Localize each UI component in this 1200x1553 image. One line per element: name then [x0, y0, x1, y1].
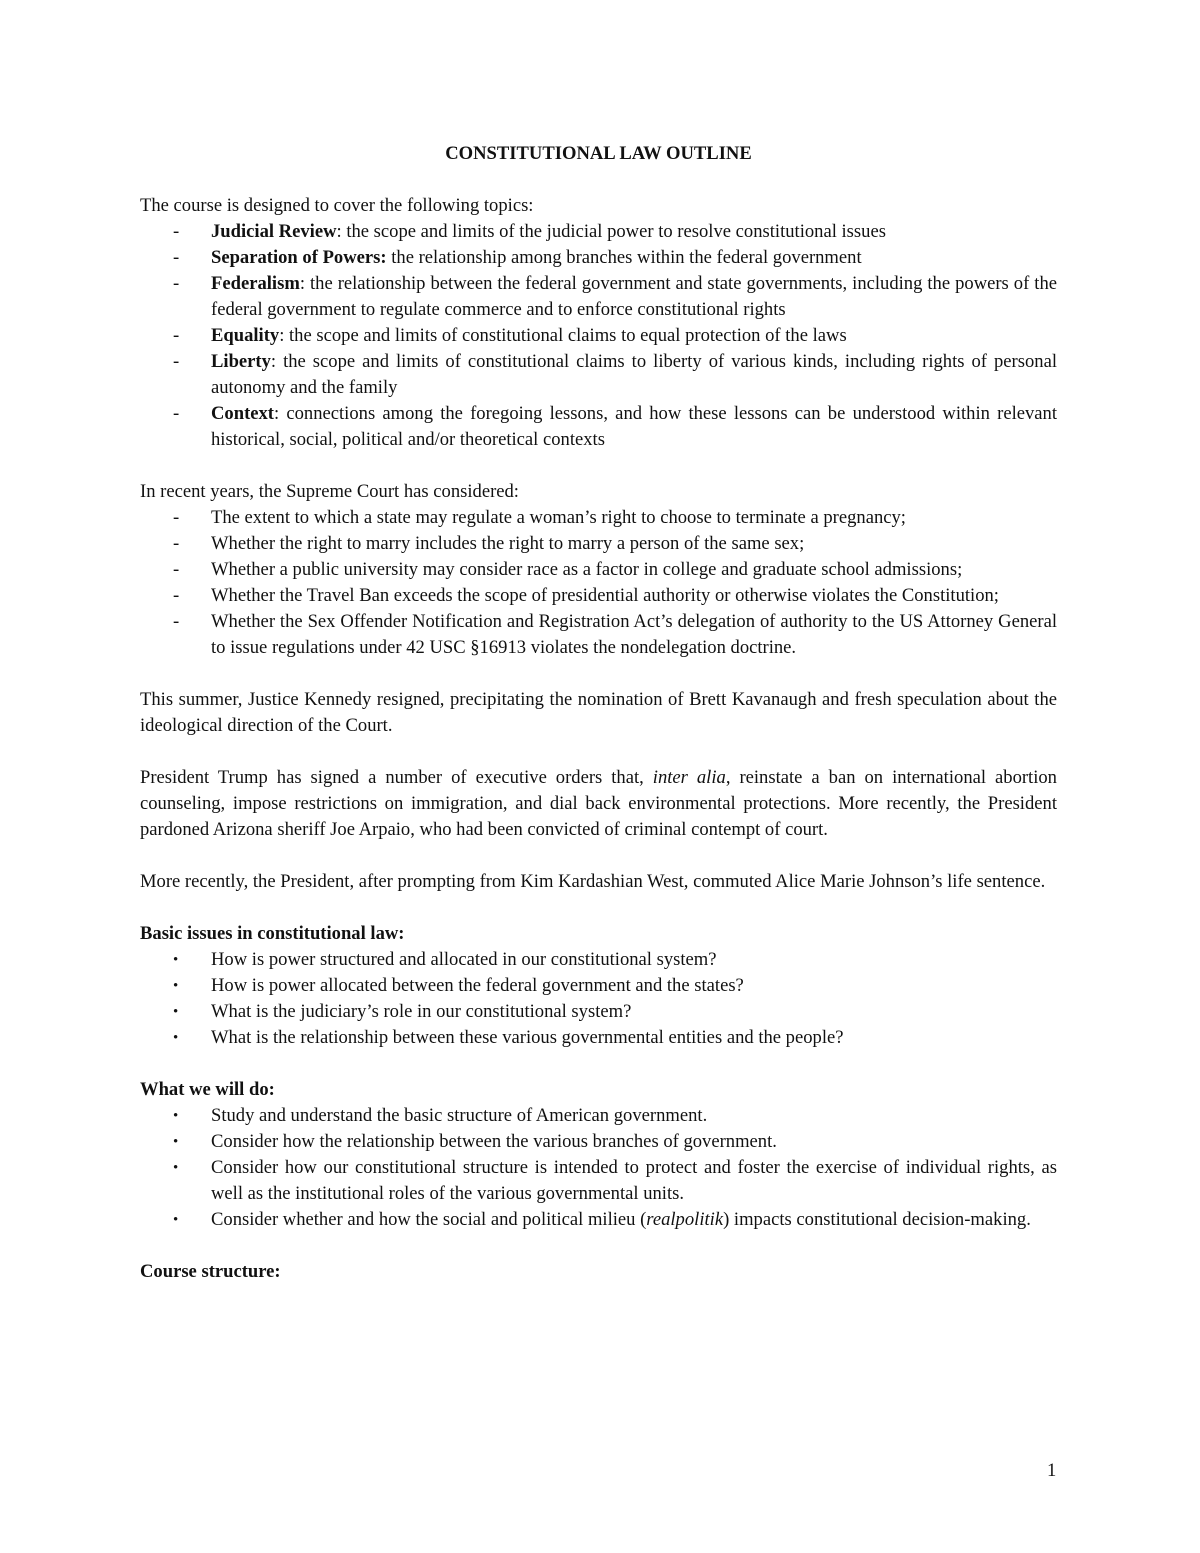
topic-description: : the scope and limits of constitutional claims to liberty of various kinds, including rights of personal autonomy and the family — [211, 351, 1057, 398]
dash-marker: - — [173, 273, 180, 294]
basic-issue-item — [140, 947, 1057, 973]
johnson-paragraph: More recently, the President, after prompting from Kim Kardashian West, commuted Alice Marie Johnson’s life sentence. — [140, 871, 1046, 892]
course-structure-heading: Course structure: — [140, 1261, 281, 1282]
recent-case-text: Whether the Sex Offender Notification and Registration Act’s delegation of authority to the US Attorney General to issue regulations under 42 USC §16913 violates the nondelegation doctrine. — [211, 611, 1057, 658]
topic-item — [140, 219, 1057, 245]
recent-case-text: Whether the right to marry includes the right to marry a person of the same sex; — [211, 533, 805, 554]
topic-term: Separation of Powers: — [211, 247, 387, 268]
basic-issue-text: What is the relationship between these various governmental entities and the people? — [211, 1027, 844, 1048]
do-item-text: Consider whether and how the social and political milieu ( — [211, 1209, 647, 1230]
basic-issue-item — [140, 973, 1057, 999]
do-item-text: Study and understand the basic structure of American government. — [211, 1105, 708, 1126]
recent-case-item — [140, 609, 1057, 661]
what-we-will-do-heading: What we will do: — [140, 1079, 275, 1100]
basic-issue-text: What is the judiciary’s role in our constitutional system? — [211, 1001, 632, 1022]
topic-term: Liberty — [211, 351, 271, 372]
dash-marker: - — [173, 221, 180, 242]
topic-description: : connections among the foregoing lessons, and how these lessons can be understood within relevant historical, social, political and/or theoretical contexts — [211, 403, 1057, 450]
dash-marker: - — [173, 403, 180, 424]
recent-case-text: Whether the Travel Ban exceeds the scope of presidential authority or otherwise violates the Constitution; — [211, 585, 999, 606]
bullet-marker: • — [173, 1030, 179, 1046]
do-item — [140, 1155, 1057, 1207]
bullet-marker: • — [173, 1134, 179, 1150]
dash-marker: - — [173, 247, 180, 268]
recent-case-item — [140, 531, 1057, 557]
bullet-marker: • — [173, 952, 179, 968]
realpolitik-italic: realpolitik — [646, 1209, 724, 1230]
page-content — [140, 141, 1057, 1285]
what-we-will-do-list — [140, 1103, 1057, 1233]
basic-issue-text: How is power structured and allocated in our constitutional system? — [211, 949, 717, 970]
recent-case-text: The extent to which a state may regulate a woman’s right to choose to terminate a pregnancy; — [211, 507, 906, 528]
do-item — [140, 1129, 1057, 1155]
topic-term: Context — [211, 403, 274, 424]
topic-description: : the scope and limits of constitutional claims to equal protection of the laws — [279, 325, 847, 346]
recent-case-item — [140, 557, 1057, 583]
page-number: 1 — [1047, 1460, 1057, 1481]
dash-marker: - — [173, 507, 180, 528]
basic-issue-item — [140, 999, 1057, 1025]
recent-case-text: Whether a public university may consider race as a factor in college and graduate school admissions; — [211, 559, 963, 580]
recent-case-item — [140, 505, 1057, 531]
topic-description: : the scope and limits of the judicial power to resolve constitutional issues — [336, 221, 886, 242]
dash-marker: - — [173, 351, 180, 372]
trump-text-start: President Trump has signed a number of executive orders that, — [140, 767, 653, 788]
dash-marker: - — [173, 585, 180, 606]
topic-term: Equality — [211, 325, 280, 346]
inter-alia-italic: inter alia — [652, 767, 726, 788]
recent-case-item — [140, 583, 1057, 609]
topic-item — [140, 349, 1057, 401]
dash-marker: - — [173, 559, 180, 580]
basic-issues-list — [140, 947, 1057, 1051]
dash-marker: - — [173, 325, 180, 346]
topics-intro: The course is designed to cover the following topics: — [140, 195, 534, 216]
do-item — [140, 1207, 1057, 1233]
bullet-marker: • — [173, 1108, 179, 1124]
topic-term: Judicial Review — [211, 221, 337, 242]
trump-paragraph — [140, 765, 1057, 843]
recent-cases-list — [140, 505, 1057, 661]
bullet-marker: • — [173, 1160, 179, 1176]
topic-description: the relationship among branches within the federal government — [386, 247, 862, 268]
topic-item — [140, 245, 1057, 271]
kennedy-paragraph: This summer, Justice Kennedy resigned, precipitating the nomination of Brett Kavanaugh and fresh speculation about the ideological direction of the Court. — [140, 689, 1057, 736]
topics-list — [140, 219, 1057, 453]
document-title: CONSTITUTIONAL LAW OUTLINE — [445, 143, 752, 164]
do-item-text: Consider how our constitutional structure is intended to protect and foster the exercise of individual rights, as well as the institutional roles of the various governmental units. — [211, 1157, 1057, 1204]
trump-text-end: , reinstate a ban on international abortion counseling, impose restrictions on immigration, and dial back environmental protections. More recently, the President pardoned Arizona sheriff Joe Arpaio, who had been convicted of criminal contempt of court. — [140, 767, 1057, 840]
topic-item — [140, 271, 1057, 323]
dash-marker: - — [173, 533, 180, 554]
topic-item — [140, 323, 1057, 349]
do-item-text-end: ) impacts constitutional decision-making. — [723, 1209, 1031, 1230]
bullet-marker: • — [173, 1004, 179, 1020]
do-item-text: Consider how the relationship between the various branches of government. — [211, 1131, 777, 1152]
basic-issue-text: How is power allocated between the federal government and the states? — [211, 975, 744, 996]
topic-description: : the relationship between the federal government and state governments, including the powers of the federal government to regulate commerce and to enforce constitutional rights — [211, 273, 1057, 320]
basic-issue-item — [140, 1025, 1057, 1051]
do-item — [140, 1103, 1057, 1129]
basic-issues-heading: Basic issues in constitutional law: — [140, 923, 405, 944]
dash-marker: - — [173, 611, 180, 632]
bullet-marker: • — [173, 1212, 179, 1228]
topic-term: Federalism — [211, 273, 300, 294]
recent-intro: In recent years, the Supreme Court has considered: — [140, 481, 519, 502]
bullet-marker: • — [173, 978, 179, 994]
topic-item — [140, 401, 1057, 453]
